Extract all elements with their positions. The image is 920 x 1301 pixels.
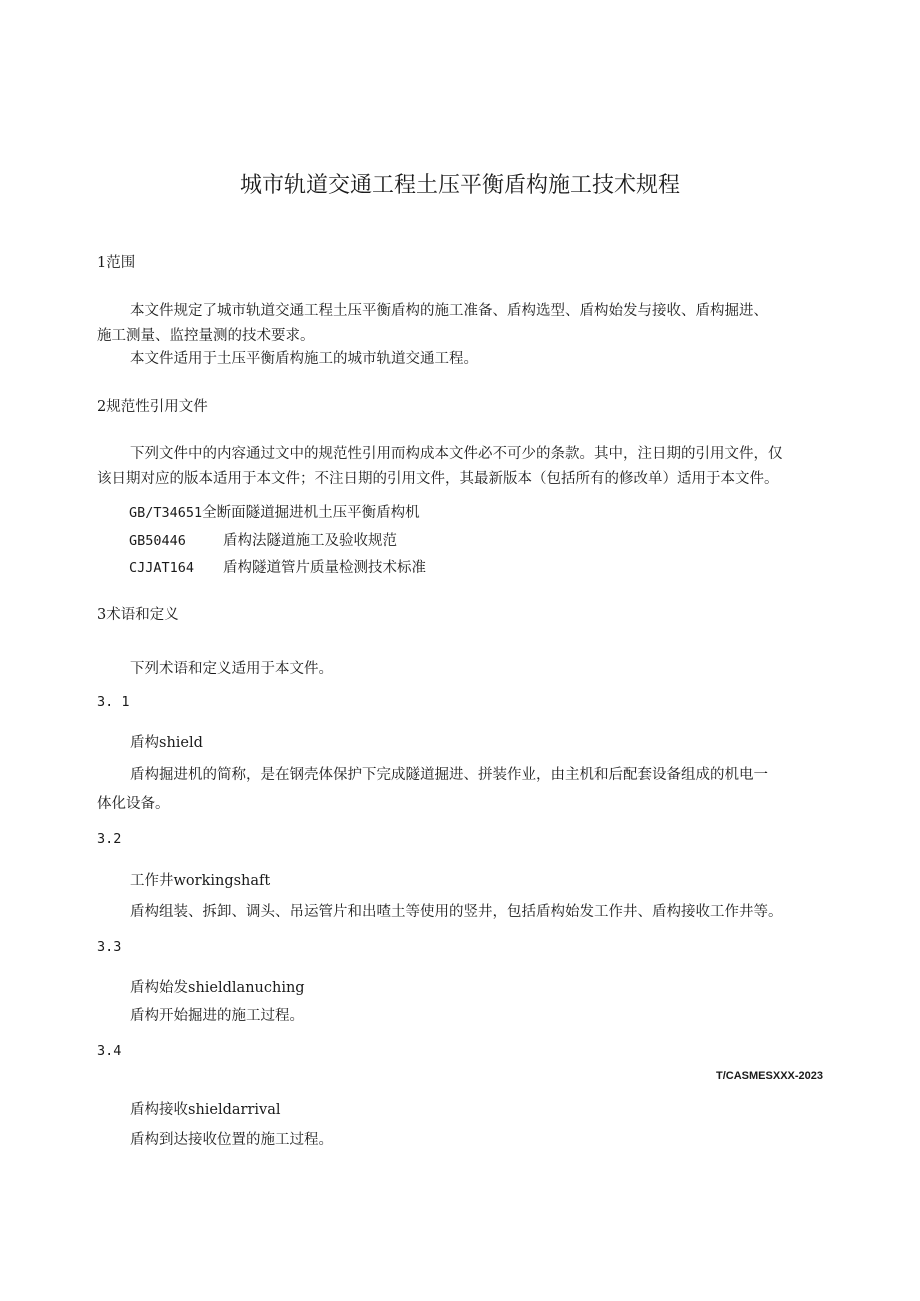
references-paragraph-line2: 该日期对应的版本适用于本文件；不注日期的引用文件，其最新版本（包括所有的修改单）适用于本文件。 bbox=[97, 471, 779, 487]
terms-intro: 下列术语和定义适用于本文件。 bbox=[130, 661, 333, 677]
term-name: 盾构shield bbox=[130, 735, 203, 751]
term-name: 盾构接收shieldarrival bbox=[130, 1102, 281, 1118]
term-name: 盾构始发shieldlanuching bbox=[130, 980, 305, 996]
reference-code: CJJAT164 bbox=[129, 560, 195, 576]
reference-name: 盾构法隧道施工及验收规范 bbox=[223, 533, 397, 549]
term-number: 3. 1 bbox=[97, 694, 130, 710]
term-definition-line1: 盾构掘进机的简称，是在钢壳体保护下完成隧道掘进、拼装作业，由主机和后配套设备组成的机电一 bbox=[130, 767, 768, 783]
references-paragraph-line1: 下列文件中的内容通过文中的规范性引用而构成本文件必不可少的条款。其中，注日期的引用文件，仅 bbox=[130, 446, 783, 462]
reference-item bbox=[129, 528, 397, 554]
term-definition-line1: 盾构开始掘进的施工过程。 bbox=[130, 1008, 304, 1024]
page-title: 城市轨道交通工程土压平衡盾构施工技术规程 bbox=[239, 173, 680, 198]
term-number: 3.4 bbox=[97, 1043, 122, 1059]
reference-code: GB50446 bbox=[129, 533, 186, 549]
scope-paragraph-2: 本文件适用于土压平衡盾构施工的城市轨道交通工程。 bbox=[130, 351, 478, 367]
reference-item bbox=[129, 500, 420, 526]
term-definition-line1: 盾构组装、拆卸、调头、吊运管片和出喳土等使用的竖井，包括盾构始发工作井、盾构接收工作井等。 bbox=[130, 904, 783, 920]
section-heading-terms-definitions: 3术语和定义 bbox=[97, 607, 179, 623]
reference-code: GB/T34651 bbox=[129, 505, 203, 521]
document-code: T/CASMESXXX-2023 bbox=[716, 1070, 823, 1082]
term-number: 3.2 bbox=[97, 831, 122, 847]
reference-item bbox=[129, 555, 426, 581]
section-heading-normative-references: 2规范性引用文件 bbox=[97, 399, 208, 415]
reference-name: 盾构隧道管片质量检测技术标准 bbox=[223, 560, 426, 576]
term-definition-line2: 体化设备。 bbox=[97, 796, 170, 812]
reference-name: 全断面隧道掘进机土压平衡盾构机 bbox=[202, 505, 420, 521]
term-number: 3.3 bbox=[97, 939, 122, 955]
scope-paragraph-line1: 本文件规定了城市轨道交通工程土压平衡盾构的施工准备、盾构选型、盾构始发与接收、盾构掘进、 bbox=[130, 303, 768, 319]
scope-paragraph-line2: 施工测量、监控量测的技术要求。 bbox=[97, 328, 315, 344]
term-name: 工作井workingshaft bbox=[130, 873, 271, 889]
section-heading-scope: 1范围 bbox=[97, 255, 136, 271]
term-definition-line1: 盾构到达接收位置的施工过程。 bbox=[130, 1132, 333, 1148]
